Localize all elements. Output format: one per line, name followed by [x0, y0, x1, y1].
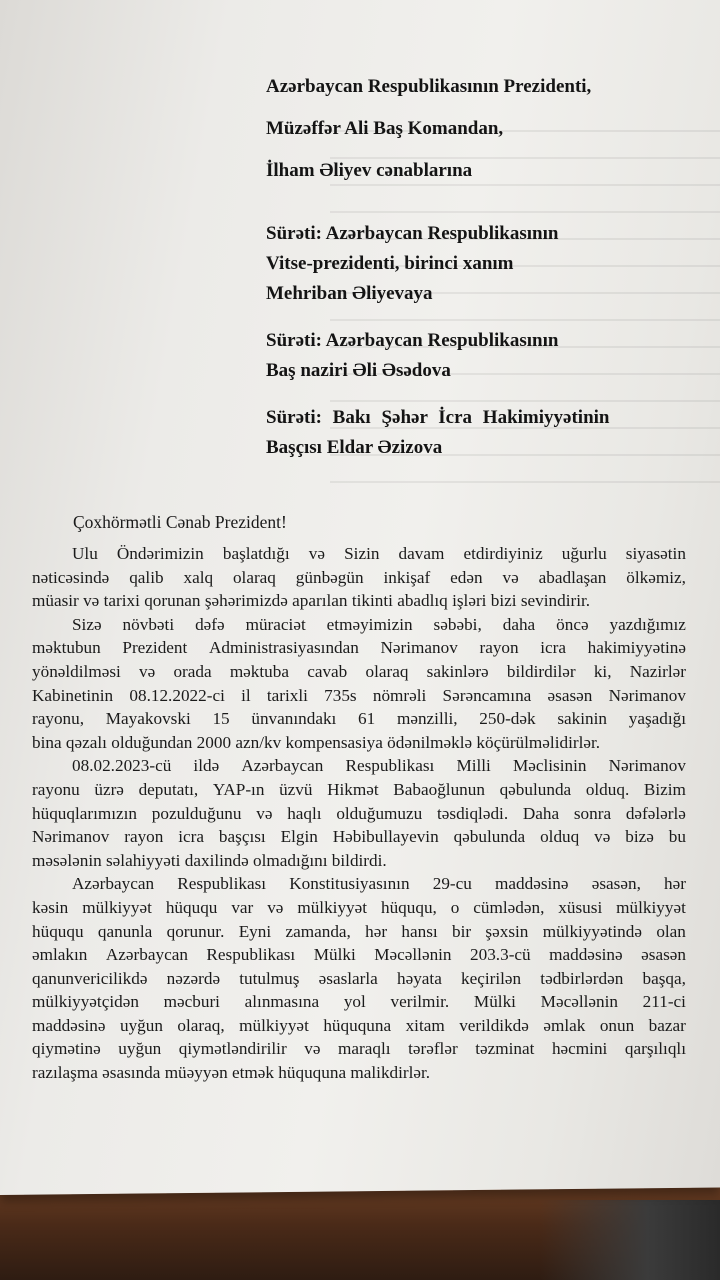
- paragraph-line: mülkiyyətçidən məcburi alınmasına yol verilmir. Mülki Məcəllənin 211-ci: [32, 992, 686, 1012]
- copy-recipient-line: Sürəti: Azərbaycan Respublikasının: [266, 223, 559, 244]
- paragraph-line: hüququ qanunla qorunur. Eyni zamanda, hər hansı bir şəxsin mülkiyyətində olan: [32, 921, 686, 941]
- paragraph-line: maddəsinə uyğun olaraq, mülkiyyət hüququna xitam verildikdə əmlak onun bazar: [32, 1015, 686, 1035]
- addressee-line: Müzəffər Ali Baş Komandan,: [266, 118, 504, 139]
- copy-recipient-block: [266, 326, 686, 386]
- paragraph-line: Nərimanov rayon icra başçısı Elgin Həbibullayevin qəbulunda olduq və bizə bu: [32, 827, 686, 847]
- background-object: [540, 1200, 720, 1280]
- letter-body: [32, 542, 686, 1085]
- paragraph-line: 08.02.2023-cü ildə Azərbaycan Respublikası Milli Məclisinin Nərimanov: [72, 756, 686, 776]
- paragraph: [32, 872, 686, 1084]
- paragraph-line: əmlakın Azərbaycan Respublikası Mülki Məcəllənin 203.3-cü maddəsinə əsasən: [32, 945, 686, 965]
- paragraph: [32, 542, 686, 613]
- salutation: Çoxhörmətli Cənab Prezident!: [73, 511, 287, 532]
- paragraph-line: kəsin mülkiyyət hüququ var və mülkiyyət hüququ, o cümlədən, xüsusi mülkiyyət: [32, 897, 686, 917]
- paragraph-line: qanunvericilikdə nəzərdə tutulmuş əsaslarla həyata keçirilən tədbirlərdən başqa,: [32, 968, 686, 988]
- paragraph-line: Kabinetinin 08.12.2022-ci il tarixli 735s nömrəli Sərəncamına əsasən Nərimanov: [32, 685, 686, 705]
- copy-recipient-block: [266, 403, 686, 463]
- paragraph: [32, 754, 686, 872]
- copy-recipient-line: Sürəti: Bakı Şəhər İcra Hakimiyyətinin: [266, 407, 610, 428]
- copy-recipient-line: Başçısı Eldar Əzizova: [266, 437, 443, 458]
- addressee-line: İlham Əliyev cənablarına: [266, 160, 473, 181]
- addressee-block: [266, 66, 686, 463]
- paragraph-line: Azərbaycan Respublikası Konstitusiyasının 29-cu maddəsinə əsasən, hər: [72, 874, 686, 894]
- paragraph-line: bina qəzalı olduğundan 2000 azn/kv kompensasiya ödənilməklə köçürülməlidirlər.: [32, 732, 601, 752]
- paragraph-line: Sizə növbəti dəfə müraciət etməyimizin səbəbi, daha öncə yazdığımız: [72, 614, 686, 634]
- paragraph-line: məsələnin səlahiyyəti daxilində olmadığını bildirdi.: [32, 850, 387, 870]
- copy-recipient-line: Vitse-prezidenti, birinci xanım: [266, 253, 514, 274]
- paragraph-line: yönəldilməsi və orada məktuba cavab olaraq sakinlərə bildirdilər ki, Nazirlər: [32, 661, 686, 681]
- paragraph-line: rayonu, Mayakovski 15 ünvanındakı 61 mənzilli, 250-dək sakinin yaşadığı: [32, 709, 686, 729]
- paragraph-line: nəticəsində qalib xalq olaraq günbəgün inkişaf edən və abadlaşan ölkəmiz,: [32, 567, 686, 587]
- copy-recipient-line: Sürəti: Azərbaycan Respublikasının: [266, 330, 559, 351]
- paragraph-line: Ulu Öndərimizin başlatdığı və Sizin davam etdirdiyiniz uğurlu siyasətin: [72, 544, 686, 563]
- addressee-line: Azərbaycan Respublikasının Prezidenti,: [266, 76, 592, 97]
- paragraph-line: müasir və tarixi qorunan şəhərimizdə aparılan tikinti abadlıq işləri bizi sevindirir.: [32, 591, 591, 611]
- paragraph: [32, 613, 686, 755]
- paragraph-line: məktubun Prezident Administrasiyasından Nərimanov rayon icra hakimiyyətinə: [32, 638, 686, 658]
- paragraph-line: razılaşma əsasında müəyyən etmək hüququna malikdirlər.: [32, 1063, 431, 1083]
- paragraph-line: qiymətinə uyğun qiymətləndirilir və maraqlı tərəflər təzminat həcmini qarşılıqlı: [32, 1039, 686, 1059]
- copy-recipient-line: Mehriban Əliyevaya: [266, 283, 433, 304]
- copy-recipient-block: [266, 219, 686, 309]
- paragraph-line: hüquqlarımızın pozulduğunu və haqlı olduğumuzu təsdiqlədi. Daha sonra dəfələrlə: [32, 803, 686, 823]
- paragraph-line: rayonu üzrə deputatı, YAP-ın üzvü Hikmət Babaoğlunun qəbulunda olduq. Bizim: [32, 779, 686, 799]
- copy-recipient-line: Baş naziri Əli Əsədova: [266, 360, 451, 381]
